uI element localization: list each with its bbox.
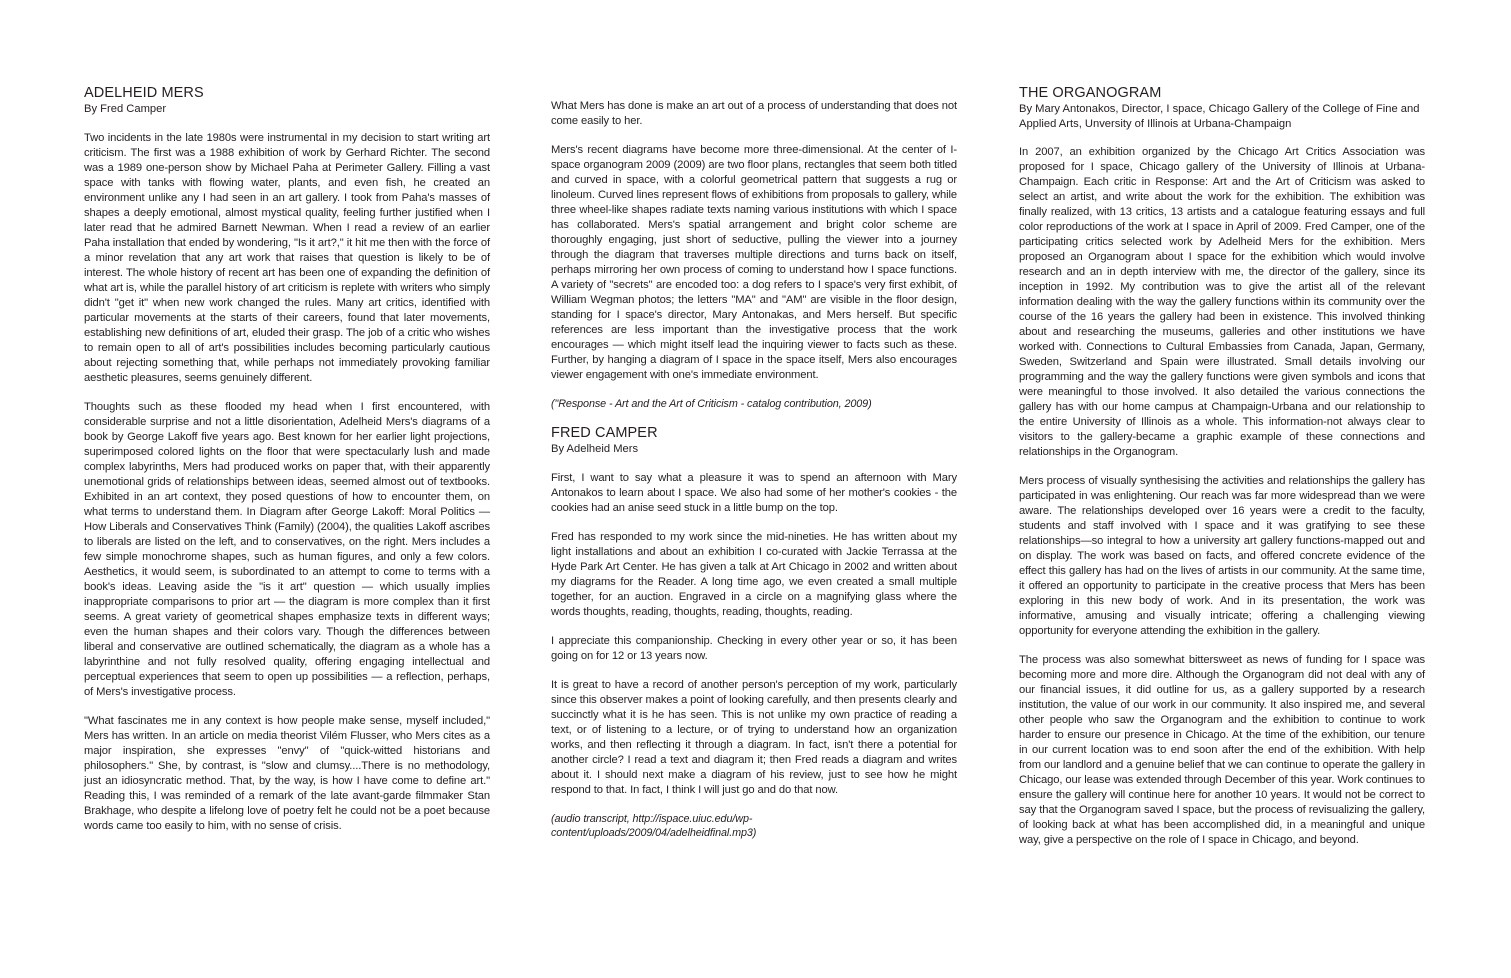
byline-by-fred-camper: By Fred Camper bbox=[84, 103, 167, 115]
byline-by-adelheid-mers: By Adelheid Mers bbox=[551, 443, 639, 455]
column-middle bbox=[551, 85, 957, 854]
paragraph-fred-responded: Fred has responded to my work since the mid-nineties. He has written about my light installations and about an exhibition I co-curated with Jackie Terrassa at the Hyde Park Art Center. He has given a talk at Art Chicago in 2002 and written about my diagrams for the Reader. A long time ago, we even created a small multiple together, for an auction. Engraved in a circle on a magnifying glass where the words thoughts, reading, thoughts, reading, thoughts, reading. bbox=[551, 530, 957, 618]
paragraph-mers-process: Mers process of visually synthesising the activities and relationships the gallery has participated in was enlightening. Our reach was far more widespread than we were aware. The relationships developed over 16 years were a credit to the faculty, students and staff involved with I space and it was gratifying to see these relationships—so integral to how a university art gallery functions-mapped out and on display. The work was based on facts, and offered concrete evidence of the effect this gallery has had on the lives of artists in our community. At the same time, it offered an opportunity to participate in the creative process that Mers has been exploring in this new body of work. And in its presentation, the work was informative, amusing and visually intricate; offering a challenging viewing opportunity for everyone attending the exhibition in the gallery. bbox=[1019, 475, 1425, 637]
paragraph-record-of-perception: It is great to have a record of another person's perception of my work, particularly since this observer makes a point of looking carefully, and then presents clearly and succinctly what it is he has seen. This is not unlike my own practice of reading a text, or of listening to a lecture, or of trying to understand how an organization works, and then reflecting it through a diagram. In fact, isn't there a potential for another circle? I read a text and diagram it; then Fred reads a diagram and writes about it. I should next make a diagram of his review, just to see how he might respond to that. In fact, I think I will just go and do that now. bbox=[551, 678, 957, 796]
paragraph-two-incidents: Two incidents in the late 1980s were instrumental in my decision to start writing art criticism. The first was a 1988 exhibition of work by Gerhard Richter. The second was a 1989 one-person show by Michael Paha at Perimeter Gallery. Filling a vast space with tanks with flowing water, plants, and even fish, he created an environment unlike any I had seen in an art gallery. I took from Paha's masses of shapes a deeply emotional, almost mystical quality, feeling further justified when I later read that he admired Barnett Newman. When I read a review of an earlier Paha installation that ended by wondering, "Is it art?," it hit me then with the force of a minor revelation that any art work that raises that question is likely to be of interest. The whole history of recent art has been one of expanding the definition of what art is, while the parallel history of art criticism is replete with writers who simply didn't "get it" when new work changed the rules. Many art critics, identified with particular movements at the starts of their careers, found that later movements, establishing new definitions of art, eluded their grasp. The job of a critic who wishes to remain open to all of art's possibilities includes becoming particularly cautious about rejecting something that, while perhaps not immediately provoking familiar aesthetic pleasures, seems genuinely different. bbox=[84, 131, 490, 384]
paragraph-companionship: I appreciate this companionship. Checking in every other year or so, it has been going on for 12 or 13 years now. bbox=[551, 634, 957, 662]
paragraph-recent-diagrams: Mers's recent diagrams have become more three-dimensional. At the center of I-space organogram 2009 (2009) are two floor plans, rectangles that seem both titled and curved in space, with a colorful geometrical pattern that suggests a rug or linoleum. Curved lines represent flows of exhibitions from proposals to gallery, while three wheel-like shapes radiate texts naming various institutions with which I space has collaborated. Mers's spatial arrangement and bright color scheme are thoroughly engaging, just short of seductive, pulling the viewer into a journey through the diagram that traverses multiple directions and turns back on itself, perhaps mirroring her own process of coming to understand how I space functions. A variety of "secrets" are encoded too: a dog refers to I space's very first exhibit, of William Wegman photos; the letters "MA" and "AM" are visible in the floor design, standing for I space's director, Mary Antonakas, and Mers herself. But specific references are less important than the investigative process that the work encourages — which might itself lead the inquiring viewer to facts such as these. Further, by hanging a diagram of I space in the space itself, Mers also encourages viewer engagement with one's immediate environment. bbox=[551, 144, 957, 381]
credit-response-catalog: ("Response - Art and the Art of Criticism - catalog contribution, 2009) bbox=[551, 398, 872, 410]
column-adelheid-mers bbox=[84, 85, 490, 848]
article-heading-adelheid-mers: ADELHEID MERS bbox=[84, 85, 204, 101]
paragraph-what-mers-has-done: What Mers has done is make an art out of a process of understanding that does not come easily to her. bbox=[551, 100, 957, 127]
paragraph-thoughts-flooded: Thoughts such as these flooded my head when I first encountered, with considerable surprise and not a little disorientation, Adelheid Mers's diagrams of a book by George Lakoff five years ago. Best known for her earlier light projections, superimposed colored lights on the floor that were spectacularly lush and made complex labyrinths, Mers had produced works on paper that, with their apparently unemotional grids of relationships between ideas, seemed almost out of textbooks. Exhibited in an art context, they posed questions of how to encounter them, on what terms to understand them. In Diagram after George Lakoff: Moral Politics — How Liberals and Conservatives Think (Family) (2004), the qualities Lakoff ascribes to liberals are listed on the left, and to conservatives, on the right. Mers includes a few simple monochrome shapes, such as human figures, and only a few colors. Aesthetics, it would seem, is subordinated to an attempt to come to terms with a book's ideas. Leaving aside the "is it art" question — which usually implies inappropriate comparisons to prior art — the diagram is more complex than it first seems. A great variety of geometrical shapes emphasize texts in different ways; even the human shapes and their colors vary. Though the differences between liberal and conservative are outlined schematically, the diagram as a whole has a labyrinthine and not fully resolved quality, offering engaging intellectual and perceptual experiences that seem to open up possibilities — a reflection, perhaps, of Mers's investigative process. bbox=[84, 400, 490, 698]
paragraph-in-2007-exhibition: In 2007, an exhibition organized by the Chicago Art Critics Association was proposed for I space, Chicago gallery of the University of Illinois at Urbana-Champaign. Each critic in Response: Art and the Art of Criticism was asked to select an artist, and write about the work for the exhibition. The exhibition was finally realized, with 13 critics, 13 artists and a catalogue featuring essays and full color reproductions of the work at I space in April of 2009. Fred Camper, one of the participating critics selected work by Adelheid Mers for the exhibition. Mers proposed an Organogram about I space for the exhibition which would involve research and an in depth interview with me, the director of the gallery, since its inception in 1992. My contribution was to give the artist all of the relevant information dealing with the way the gallery functions within its community over the course of the 16 years the gallery had been in existence. This involved thinking about and researching the museums, galleries and other institutions we have worked with. Connections to Cultural Embassies from Canada, Japan, Germany, Sweden, Switzerland and Spain were illustrated. Small details involving our programming and the way the gallery functions were given symbols and icons that were meaningful to those involved. It also detailed the various connections the gallery has with our home campus at Champaign-Urbana and our relationship to the entire University of Illinois as a whole. This information-not always clear to visitors to the gallery-became a graphic example of these connections and relationships in the Organogram. bbox=[1019, 146, 1425, 458]
article-heading-fred-camper: FRED CAMPER bbox=[551, 425, 658, 441]
credit-audio-transcript: (audio transcript, http://ispace.uiuc.edu/wp-content/uploads/2009/04/adelheidfinal.mp3) bbox=[551, 812, 757, 839]
byline-by-mary-antonakos: By Mary Antonakos, Director, I space, Chicago Gallery of the College of Fine and Applied Arts, Unversity of Illinois at Urbana-Champaign bbox=[1019, 103, 1420, 130]
paragraph-bittersweet: The process was also somewhat bittersweet as news of funding for I space was becoming more and more dire. Although the Organogram did not deal with any of our financial issues, it did outline for us, as a gallery supported by a research institution, the value of our work in our community. It also inspired me, and several other people who saw the Organogram and the exhibition to continue to work harder to ensure our presence in Chicago. At the time of the exhibition, our tenure in our current location was to end soon after the end of the exhibition. With help from our landlord and a genuine belief that we can continue to operate the gallery in Chicago, our lease was extended through December of this year. Work continues to ensure the gallery will continue here for another 10 years. It would not be correct to say that the Organogram saved I space, but the process of revisualizing the gallery, of looking back at what has been accomplished did, in a meaningful and unique way, give a perspective on the role of I space in Chicago, and beyond. bbox=[1019, 654, 1425, 846]
article-heading-organogram: THE ORGANOGRAM bbox=[1019, 85, 1162, 101]
paragraph-first-pleasure: First, I want to say what a pleasure it was to spend an afternoon with Mary Antonakos to learn about I space. We also had some of her mother's cookies - the cookies had an anise seed stuck in a little bump on the top. bbox=[551, 471, 957, 514]
paragraph-what-fascinates: "What fascinates me in any context is how people make sense, myself included," Mers has written. In an article on media theorist Vilém Flusser, who Mers cites as a major inspiration, she expresses "envy" of "quick-witted historians and philosophers." She, by contrast, is "slow and clumsy....There is no methodology, just an idiosyncratic method. That, by the way, is how I have come to define art." Reading this, I was reminded of a remark of the late avant-garde filmmaker Stan Brakhage, who despite a lifelong love of poetry felt he could not be a poet because words came too easily to him, with no sense of crisis. bbox=[84, 714, 490, 832]
column-organogram bbox=[1019, 85, 1425, 862]
